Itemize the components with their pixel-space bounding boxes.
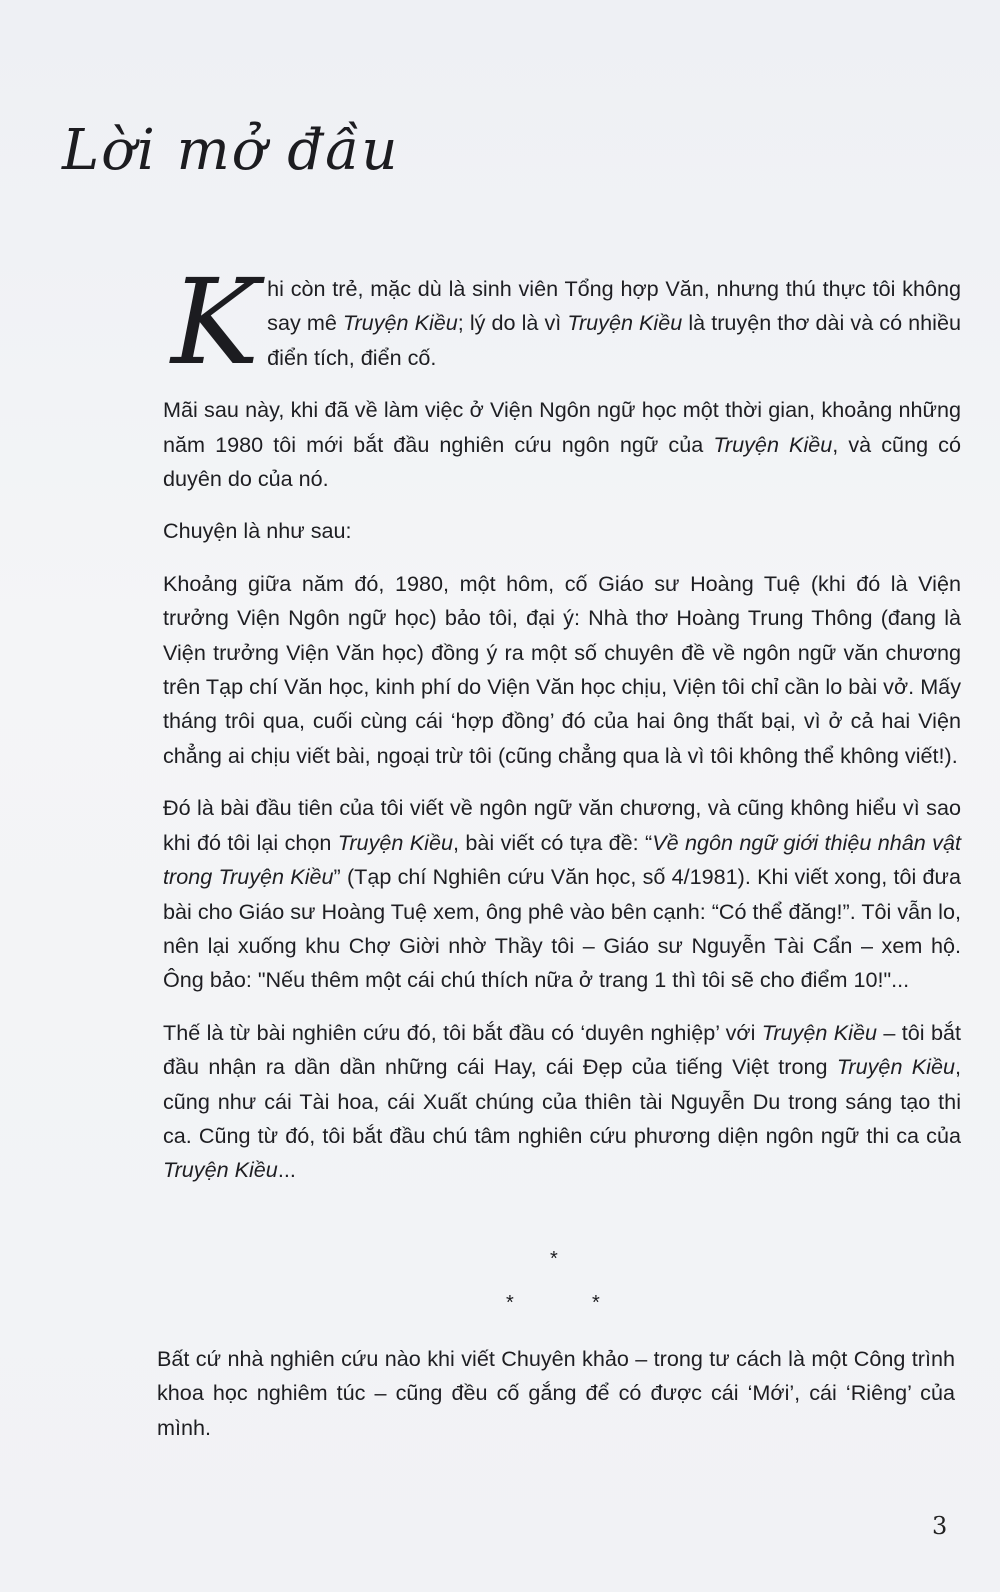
paragraph-4: Khoảng giữa năm đó, 1980, một hôm, cố Giáo sư Hoàng Tuệ (khi đó là Viện trưởng Viện Ngôn ngữ học) bảo tôi, đại ý: Nhà thơ Hoàng Trung Thông (đang là Viện trưởng Viện Văn học) đồng ý ra một số chuyên đề về ngôn ngữ văn chương trên Tạp chí Văn học, kinh phí do Viện Văn học chịu, Viện tôi chỉ cần lo bài vở. Mấy tháng trôi qua, cuối cùng cái ‘hợp đồng’ đó của hai ông thất bại, vì ở cả hai Viện chẳng ai chịu viết bài, ngoại trừ tôi (cũng chẳng qua là vì tôi không thể không viết!). bbox=[163, 570, 961, 768]
asterisk-right: * bbox=[592, 1292, 600, 1314]
page-number: 3 bbox=[932, 1512, 948, 1540]
paragraph-1: Khi còn trẻ, mặc dù là sinh viên Tổng hợp Văn, nhưng thú thực tôi không say mê Truyện Kiều; lý do là vì Truyện Kiều là truyện thơ dài và có nhiều điển tích, điển cố. bbox=[171, 253, 961, 391]
paragraph-2: Mãi sau này, khi đã về làm việc ở Viện Ngôn ngữ học một thời gian, khoảng những năm 1980 tôi mới bắt đầu nghiên cứu ngôn ngữ của Truyện Kiều, và cũng có duyên do của nó. bbox=[163, 397, 961, 492]
page-title: Lời mở đầu bbox=[62, 118, 400, 183]
paragraph-6: Thế là từ bài nghiên cứu đó, tôi bắt đầu có ‘duyên nghiệp’ với Truyện Kiều – tôi bắt đầu nhận ra dần dần những cái Hay, cái Đẹp của tiếng Việt trong Truyện Kiều, cũng như cái Tài hoa, cái Xuất chúng của thiên tài Nguyễn Du trong sáng tạo thi ca. Cũng từ đó, tôi bắt đầu chú tâm nghiên cứu phương diện ngôn ngữ thi ca của Truyện Kiều... bbox=[163, 1019, 962, 1183]
asterisk-left: * bbox=[506, 1292, 514, 1314]
paragraph-7: Bất cứ nhà nghiên cứu nào khi viết Chuyên khảo – trong tư cách là một Công trình khoa học nghiêm túc – cũng đều cố gắng để có được cái ‘Mới’, cái ‘Riêng’ của mình. bbox=[157, 1346, 955, 1440]
body-text bbox=[163, 253, 962, 1206]
paragraph-5: Đó là bài đầu tiên của tôi viết về ngôn ngữ văn chương, và cũng không hiểu vì sao khi đó tôi lại chọn Truyện Kiều, bài viết có tựa đề: “Về ngôn ngữ giới thiệu nhân vật trong Truyện Kiều” (Tạp chí Nghiên cứu Văn học, số 4/1981). Khi viết xong, tôi đưa bài cho Giáo sư Hoàng Tuệ xem, ông phê vào bên cạnh: “Có thể đăng!”. Tôi vẫn lo, nên lại xuống khu Chợ Giời nhờ Thầy tôi – Giáo sư Nguyễn Tài Cẩn – xem hộ. Ông bảo: "Nếu thêm một cái chú thích nữa ở trang 1 thì tôi sẽ cho điểm 10!"... bbox=[163, 795, 961, 993]
paragraph-3: Chuyện là như sau: bbox=[163, 518, 352, 544]
section-divider-asterisks bbox=[480, 1248, 640, 1318]
drop-cap: K bbox=[171, 253, 260, 391]
asterisk-top: * bbox=[550, 1248, 558, 1270]
